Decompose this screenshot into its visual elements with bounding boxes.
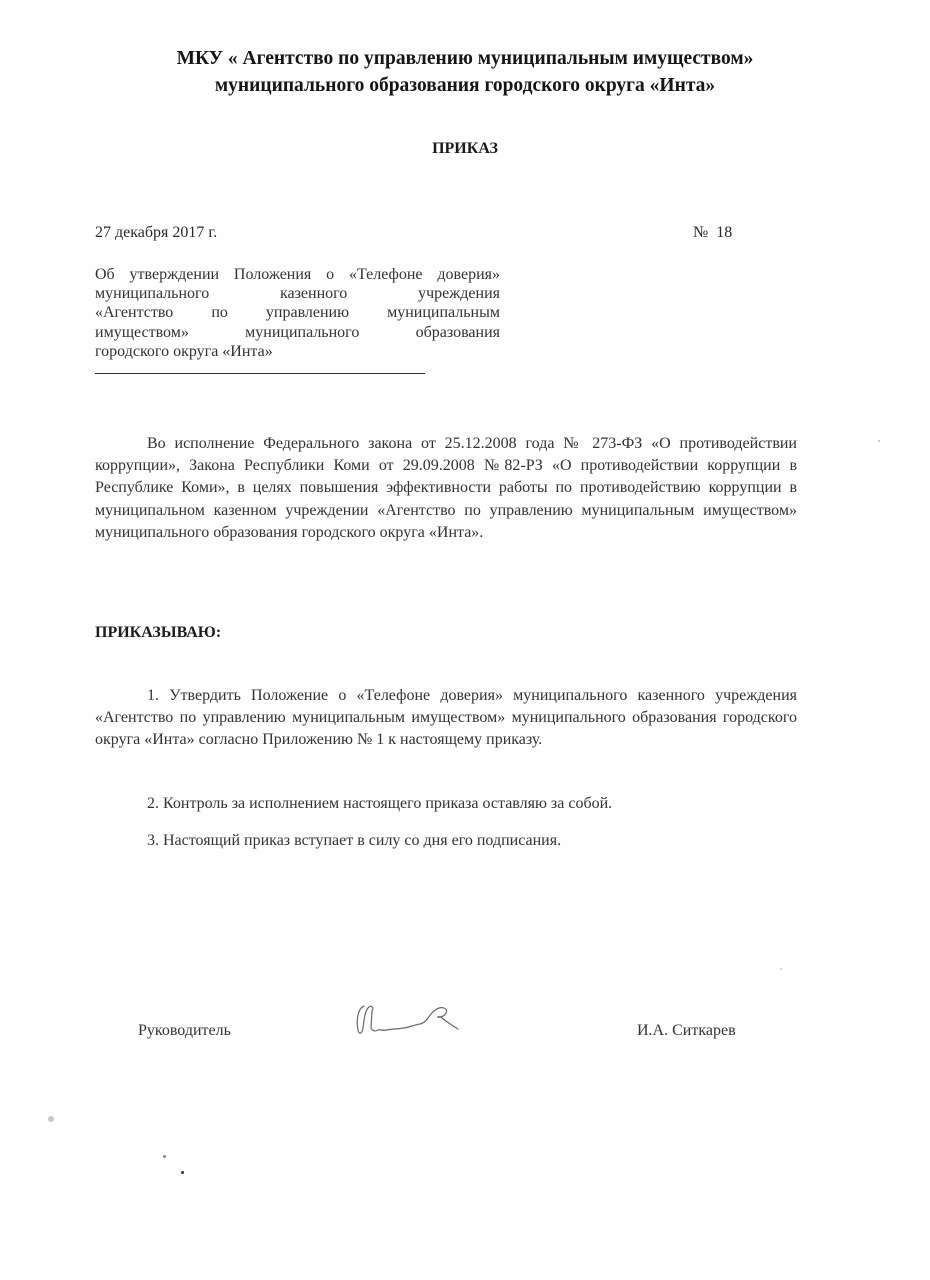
order-item-3: 3. Настоящий приказ вступает в силу со дня его подписания. bbox=[147, 832, 562, 849]
subject-line: городского округа «Инта» bbox=[95, 342, 273, 360]
order-item-2: 2. Контроль за исполнением настоящего приказа оставляю за собой. bbox=[147, 795, 613, 812]
organization-header bbox=[80, 45, 850, 99]
organization-name-line2: муниципального образования городского округа «Инта» bbox=[214, 75, 716, 96]
organization-name-line1: МКУ « Агентство по управлению муниципальным имуществом» bbox=[176, 48, 754, 69]
document-number: № 18 bbox=[693, 224, 733, 241]
signer-position: Руководитель bbox=[138, 1022, 231, 1039]
preamble-paragraph: Во исполнение Федерального закона от 25.12.2008 года № 273-ФЗ «О противодействии коррупции», Закона Республики Коми от 29.09.2008 №82-РЗ «О противодействии коррупции в Республике Коми», в целях повышения эффективности работы по противодействию коррупции в муниципальном казенном учреждении «Агентство по управлению муниципальным имуществом» муниципального образования городского округа «Инта». bbox=[95, 435, 797, 541]
subject-underline-divider bbox=[95, 373, 425, 374]
subject-line: Об утверждении Положения о «Телефоне доверия» bbox=[95, 266, 500, 283]
subject-line: имуществом» муниципального образования bbox=[95, 323, 500, 341]
document-date: 27 декабря 2017 г. bbox=[95, 224, 218, 241]
order-item-1: 1. Утвердить Положение о «Телефоне доверия» муниципального казенного учреждения «Агентство по управлению муниципальным имуществом» муниципального образования городского округа «Инта» согласно Приложению № 1 к настоящему приказу. bbox=[95, 687, 797, 749]
scan-speck bbox=[780, 968, 782, 970]
subject-line: муниципального казенного учреждения bbox=[95, 285, 500, 303]
scan-speck bbox=[181, 1171, 184, 1174]
handwritten-signature-icon bbox=[350, 998, 470, 1043]
scan-speck bbox=[48, 1116, 54, 1122]
subject-line: «Агентство по управлению муниципальным bbox=[95, 304, 500, 322]
scan-speck bbox=[163, 1155, 166, 1158]
document-type-title: ПРИКАЗ bbox=[432, 140, 498, 157]
order-heading: ПРИКАЗЫВАЮ: bbox=[95, 624, 222, 641]
scan-speck bbox=[878, 440, 880, 442]
signer-name: И.А. Ситкарев bbox=[637, 1022, 736, 1039]
document-subject bbox=[95, 265, 500, 361]
